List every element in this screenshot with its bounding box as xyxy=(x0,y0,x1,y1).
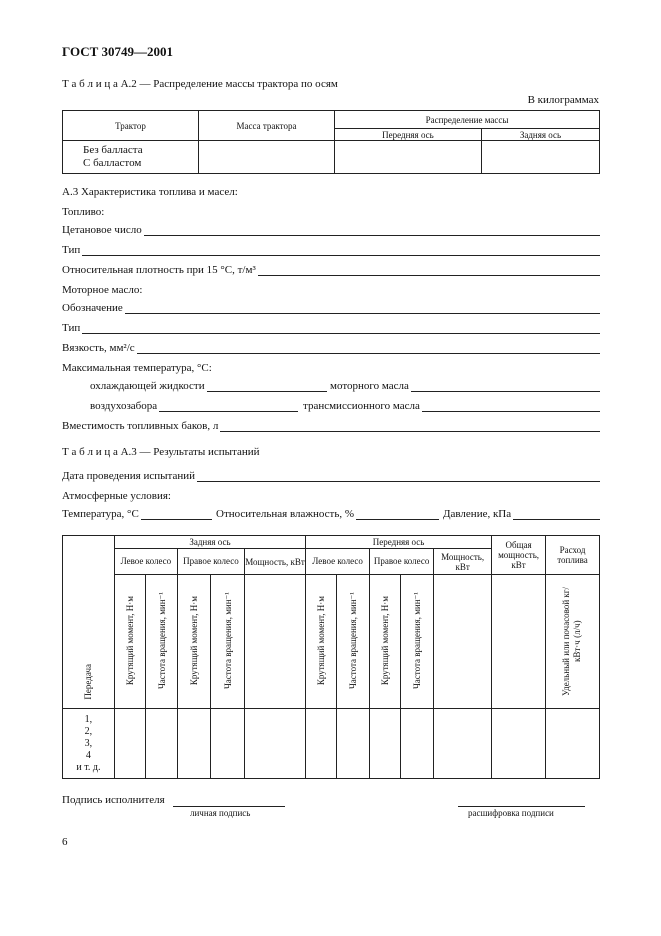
data-cell xyxy=(400,709,434,779)
fuel-label: Топливо: xyxy=(62,206,105,218)
data-cell xyxy=(336,709,370,779)
gear-row: 1, xyxy=(84,713,93,725)
designation-field xyxy=(62,302,600,314)
front-right-rpm-label: Частота вращения, мин⁻¹ xyxy=(411,591,422,690)
col-gear-label: Передача xyxy=(83,664,94,700)
test-date-field xyxy=(62,470,600,482)
section-a3-title: А.3 Характеристика топлива и масел: xyxy=(62,186,238,198)
tractor-rows-cell xyxy=(63,141,199,174)
total-power-cell xyxy=(492,575,546,709)
transmission-oil-field xyxy=(303,400,600,412)
rear-left-torque-label: Крутящий момент, Н·м xyxy=(125,595,136,686)
coolant-label: охлаждающей жидкости xyxy=(90,380,205,392)
gear-values-cell xyxy=(63,709,115,779)
table-a2-unit-note: В килограммах xyxy=(527,94,599,106)
table-a2-caption xyxy=(62,78,338,90)
col-gear-header xyxy=(63,536,115,709)
data-cell xyxy=(306,709,337,779)
data-cell xyxy=(546,709,600,779)
front-left-rpm-header xyxy=(336,575,370,709)
performer-signature-label: Подпись исполнителя xyxy=(62,794,165,806)
col-rear-axle-group: Задняя ось xyxy=(114,536,305,549)
rear-axle-value-cell xyxy=(481,141,599,174)
humidity-field xyxy=(216,508,439,520)
rear-left-torque-header xyxy=(114,575,146,709)
front-left-torque-header xyxy=(306,575,337,709)
fuel-tank-label: Вместимость топливных баков, л xyxy=(62,420,219,432)
designation-label: Обозначение xyxy=(62,302,123,314)
rear-left-rpm-header xyxy=(146,575,178,709)
data-cell xyxy=(177,709,211,779)
front-power-cell xyxy=(434,575,492,709)
rear-right-torque-label: Крутящий момент, Н·м xyxy=(189,595,200,686)
density-field xyxy=(62,264,600,276)
cetane-number-field xyxy=(62,224,600,236)
temperature-field xyxy=(62,508,212,520)
atmospheric-label: Атмосферные условия: xyxy=(62,490,171,502)
col-front-axle-group: Передняя ось xyxy=(306,536,492,549)
density-label: Относительная плотность при 15 °С, т/м³ xyxy=(62,264,256,276)
front-right-wheel-header: Правое колесо xyxy=(370,549,434,575)
col-front-axle-header: Передняя ось xyxy=(335,129,482,141)
motor-oil-temp-field xyxy=(330,380,600,392)
fuel-tank-field xyxy=(62,420,600,432)
gear-row: 4 xyxy=(85,749,91,761)
front-right-rpm-header xyxy=(400,575,434,709)
pressure-field xyxy=(443,508,600,520)
mass-value-cell xyxy=(199,141,335,174)
rear-right-wheel-header: Правое колесо xyxy=(177,549,244,575)
max-temp-label: Максимальная температура, °С: xyxy=(62,362,212,374)
document-id: ГОСТ 30749—2001 xyxy=(62,44,174,59)
air-intake-label: воздухозабора xyxy=(90,400,158,412)
table-a3-caption-prefix: Т а б л и ц а А.3 xyxy=(62,446,137,458)
data-cell xyxy=(211,709,245,779)
data-cell xyxy=(370,709,401,779)
fuel-type-field xyxy=(62,244,600,256)
col-tractor-header: Трактор xyxy=(63,111,199,141)
coolant-field xyxy=(90,380,327,392)
table-a2-caption-text: — Распределение массы трактора по осям xyxy=(136,78,338,90)
signature-decoding-line xyxy=(458,806,585,807)
viscosity-field xyxy=(62,342,600,354)
col-fuel-consumption-header: Расход топлива xyxy=(546,536,600,575)
data-cell xyxy=(146,709,178,779)
gear-row: 2, xyxy=(84,725,93,737)
front-left-wheel-header: Левое колесо xyxy=(306,549,370,575)
transmission-oil-label: трансмиссионного масла xyxy=(303,400,420,412)
rear-left-rpm-label: Частота вращения, мин⁻¹ xyxy=(156,591,167,690)
gear-row: 3, xyxy=(84,737,93,749)
front-power-header: Мощность, кВт xyxy=(434,549,492,575)
motor-oil-temp-label: моторного масла xyxy=(330,380,409,392)
pressure-label: Давление, кПа xyxy=(443,508,512,520)
humidity-label: Относительная влажность, % xyxy=(216,508,355,520)
data-cell xyxy=(492,709,546,779)
front-left-rpm-label: Частота вращения, мин⁻¹ xyxy=(347,591,358,690)
air-intake-field xyxy=(90,400,298,412)
oil-type-label: Тип xyxy=(62,322,81,334)
rear-right-rpm-label: Частота вращения, мин⁻¹ xyxy=(222,591,233,690)
gear-row: и т. д. xyxy=(76,761,101,773)
data-cell xyxy=(245,709,306,779)
fuel-type-label: Тип xyxy=(62,244,81,256)
rear-left-wheel-header: Левое колесо xyxy=(114,549,177,575)
row-with-ballast: С балластом xyxy=(83,157,142,170)
col-rear-axle-header: Задняя ось xyxy=(481,129,599,141)
mass-distribution-table xyxy=(62,110,600,174)
personal-signature-line xyxy=(173,806,285,807)
data-cell xyxy=(114,709,146,779)
table-a2-caption-prefix: Т а б л и ц а А.2 xyxy=(62,78,137,90)
front-left-torque-label: Крутящий момент, Н·м xyxy=(315,595,326,686)
test-date-label: Дата проведения испытаний xyxy=(62,470,196,482)
motor-oil-label: Моторное масло: xyxy=(62,284,143,296)
col-distribution-header: Распределение массы xyxy=(335,111,600,129)
data-cell xyxy=(434,709,492,779)
specific-consumption-header xyxy=(546,575,600,709)
table-a3-caption xyxy=(62,446,260,458)
col-total-power-header: Общая мощность, кВт xyxy=(492,536,546,575)
rear-power-header: Мощность, кВт xyxy=(245,549,306,575)
test-results-table xyxy=(62,535,600,779)
personal-signature-caption: личная подпись xyxy=(190,808,251,818)
row-without-ballast: Без балласта xyxy=(83,144,143,157)
rear-right-torque-header xyxy=(177,575,211,709)
page-number: 6 xyxy=(62,836,68,848)
specific-consumption-label: Удельный или почасовой кг/кВт·ч (л/ч) xyxy=(560,586,582,696)
front-right-torque-header xyxy=(370,575,401,709)
cetane-number-label: Цетановое число xyxy=(62,224,142,236)
rear-right-rpm-header xyxy=(211,575,245,709)
front-right-torque-label: Крутящий момент, Н·м xyxy=(379,595,390,686)
front-axle-value-cell xyxy=(335,141,482,174)
table-a3-caption-text: — Результаты испытаний xyxy=(136,446,260,458)
col-mass-header: Масса трактора xyxy=(199,111,335,141)
oil-type-field xyxy=(62,322,600,334)
rear-power-cell xyxy=(245,575,306,709)
temperature-label: Температура, °С xyxy=(62,508,139,520)
viscosity-label: Вязкость, мм²/с xyxy=(62,342,135,354)
signature-decoding-caption: расшифровка подписи xyxy=(468,808,554,818)
